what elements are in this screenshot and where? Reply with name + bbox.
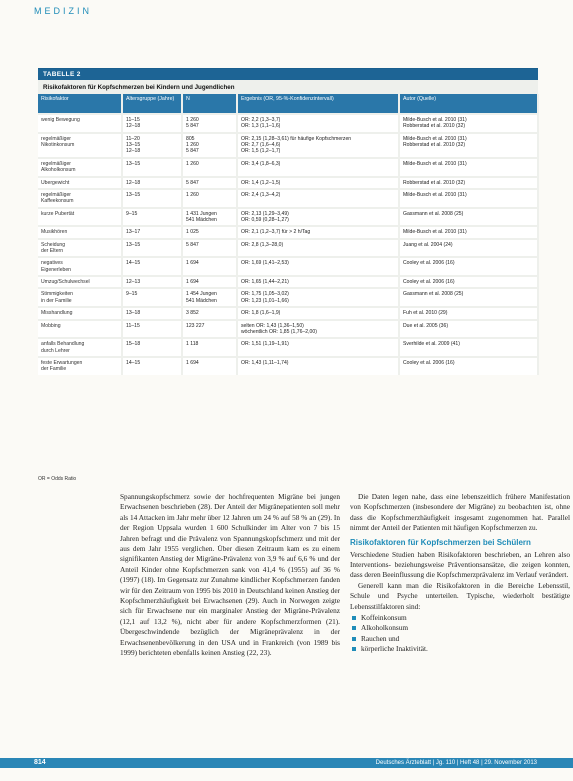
table-header-row: [38, 94, 538, 114]
cell-text: anfalls Behandlung: [41, 341, 85, 348]
cell-text: OR: 1,8 (1,6–1,9): [241, 310, 281, 317]
table-row: [38, 288, 538, 307]
page-number: 814: [34, 759, 46, 766]
cell-text: 12–18: [126, 123, 141, 130]
list-item: Alkoholkonsum: [350, 623, 570, 633]
cell-text: 1 431 Jungen: [186, 210, 217, 217]
table-cell: [237, 239, 399, 258]
table-cell: [122, 158, 182, 177]
cell-text: 3 852: [186, 310, 199, 317]
cell-text: 1 260: [186, 191, 199, 198]
table-grid: [38, 94, 539, 375]
table-cell: [122, 307, 182, 319]
cell-text: 123 227: [186, 322, 205, 329]
body-paragraph: Verschiedene Studien haben Risikofaktoren beschrieben, an Lehren also Interventions- beziehungsweise Präventionsansätze, die zeigen konnten, dass deren Beeinflussung die Kopfschmerzprävalenz im Verlauf verändert.: [350, 549, 570, 580]
table-cell: [182, 307, 237, 319]
cell-text: regelmäßiger: [41, 135, 72, 142]
cell-text: Milde-Busch et al. 2010 (31): [403, 117, 467, 123]
table-cell: [399, 177, 538, 189]
cell-text: Gassmann et al. 2008 (25): [403, 291, 464, 298]
table-cell: [237, 158, 399, 177]
cell-text: 9–15: [126, 210, 138, 217]
cell-text: 5 847: [186, 123, 199, 130]
cell-text: 13–15: [126, 160, 141, 167]
table-cell: [38, 177, 122, 189]
table-cell: [38, 276, 122, 288]
cell-text: Musikhören: [41, 229, 68, 236]
cell-text: 11–15: [126, 117, 140, 123]
cell-text: 1 260: [186, 160, 199, 167]
cell-text: 11–15: [126, 322, 140, 329]
table-cell: [122, 114, 182, 133]
table-row: [38, 177, 538, 189]
body-paragraph: Spannungskopfschmerz sowie der hochfrequenten Migräne bei jungen Erwachsenen beschrieben (28). Der Anteil der Migränepatienten soll mehr als 14 Attacken im Jahr mehr über 12 Jahren um 24 % auf 58 % an (29). In der Region Uppsala wurden 1 600 Schulkinder im Alter von 7 bis 15 Jahren befragt und die Prävalenz von Spannungskopfschmerz und mit der aus dem Jahr 1955 verglichen. Über diesen Zeitraum kam es zu einem signifikanten Anstieg der Migräne-Prävalenz von 3,9 % auf 6,6 % und der Anteil Kinder ohne Kopfschmerzen sank von 41,4 % (1955) auf 36 % (1997) (18). Im Gegensatz zur Zunahme kindlicher Kopfschmerzen fanden wir für den Zeitraum von 1995 bis 2010 in Deutschland keinen Anstieg der Kopfschmerzhäufigkeit bei Erwachsenen (29). Auch in Norwegen zeigte sich für Erwachsene nur ein marginaler Anstieg der Migräne-Prävalenz (12,1 auf 13,2 %), nicht aber für andere Kopfschmerzformen (21). Übergeschwindende bezüglich der Migräneprävalenz in der Erwachsenenbevölkerung in den USA und in Frankreich (von 1989 bis 1999) berichteten ebenfalls keinen Anstieg (22, 23).: [120, 492, 340, 658]
table-cell: [182, 338, 237, 357]
table-cell: [122, 189, 182, 208]
cell-text: 5 847: [186, 179, 199, 186]
cell-text: wöchentlich OR: 1,85 (1,76–2,00): [241, 328, 317, 335]
table-cell: [399, 307, 538, 319]
column-header: N: [182, 94, 237, 114]
cell-text: selten OR: 1,43 (1,36–1,50): [241, 322, 304, 329]
cell-text: Due et al. 2005 (36): [403, 322, 449, 329]
cell-text: wenig Bewegung: [41, 117, 80, 123]
cell-text: OR: 1,5 (1,2–1,7): [241, 148, 281, 155]
table-cell: [399, 189, 538, 208]
table-cell: [38, 307, 122, 319]
body-paragraph: Die Daten legen nahe, dass eine lebenszeitlich frühere Manifestation von Kopfschmerzen (insbesondere der Migräne) zu beobachten ist, ohne dass die Kopfschmerzhäufigkeit insgesamt zugenommen hat. Parallel nimmt der Anteil der Patienten mit häufigen Kopfschmerzen zu.: [350, 492, 570, 533]
column-header: Altersgruppe (Jahre): [122, 94, 182, 114]
table-label: TABELLE 2: [38, 69, 538, 80]
cell-text: Milde-Busch et al. 2010 (31): [403, 229, 467, 236]
cell-text: Stimmigkeiten: [41, 291, 73, 298]
table-cell: [122, 357, 182, 375]
table-cell: [399, 320, 538, 339]
list-item: Rauchen und: [350, 634, 570, 644]
cell-text: OR: 1,3 (1,1–1,6): [241, 123, 281, 130]
table-cell: [237, 288, 399, 307]
cell-text: Robberstad et al. 2010 (32): [403, 179, 466, 186]
table-row: [38, 226, 538, 238]
cell-text: Kaffeekonsum: [41, 198, 74, 205]
table-cell: [182, 189, 237, 208]
table-cell: [182, 257, 237, 276]
table-cell: [237, 257, 399, 276]
body-paragraph: Generell kann man die Risikofaktoren in die Bereiche Lebensstil, Schule und Psyche unterteilen. Typische, wiederholt bestätigte Lebensstilfaktoren sind:: [350, 580, 570, 611]
table-cell: [38, 226, 122, 238]
cell-text: 11–20: [126, 135, 140, 142]
table-cell: [122, 320, 182, 339]
cell-text: OR: 1,4 (1,2–1,5): [241, 179, 281, 186]
column-header: Ergebnis (OR, 95-%-Konfidenzintervall): [237, 94, 399, 114]
table-row: [38, 133, 538, 158]
cell-text: kurze Pubertät: [41, 210, 75, 217]
table-cell: [182, 357, 237, 375]
column-header: Autor (Quelle): [399, 94, 538, 114]
cell-text: der Familie: [41, 366, 67, 373]
cell-text: 5 847: [186, 241, 199, 248]
list-item: körperliche Inaktivität.: [350, 644, 570, 654]
table-cell: [182, 177, 237, 189]
table-cell: [399, 338, 538, 357]
cell-text: 13–18: [126, 310, 141, 317]
table-cell: [122, 257, 182, 276]
cell-text: 15–18: [126, 341, 141, 348]
table-footnote: OR = Odds Ratio: [38, 476, 77, 482]
cell-text: regelmäßiger: [41, 160, 72, 167]
table-cell: [38, 133, 122, 158]
cell-text: Nikotinkonsum: [41, 142, 75, 149]
cell-text: 13–15: [126, 142, 141, 149]
table-cell: [237, 338, 399, 357]
cell-text: OR: 2,4 (1,3–4,2): [241, 191, 281, 198]
cell-text: 541 Mädchen: [186, 216, 217, 223]
cell-text: OR: 0,59 (0,28–1,27): [241, 216, 289, 223]
table-cell: [122, 226, 182, 238]
cell-text: Fuh et al. 2010 (29): [403, 310, 448, 317]
table-row: [38, 276, 538, 288]
table-cell: [38, 239, 122, 258]
cell-text: 1 118: [186, 341, 199, 348]
table-row: [38, 208, 538, 227]
table-cell: [182, 320, 237, 339]
cell-text: Juang et al. 2004 (24): [403, 241, 453, 248]
cell-text: Milde-Busch et al. 2010 (31): [403, 135, 467, 142]
cell-text: OR: 1,23 (1,01–1,66): [241, 297, 289, 304]
table-cell: [122, 239, 182, 258]
cell-text: Umzug/Schulwechsel: [41, 279, 90, 286]
cell-text: OR: 1,65 (1,44–2,21): [241, 279, 289, 286]
table-row: [38, 114, 538, 133]
cell-text: feste Erwartungen: [41, 359, 83, 366]
table-cell: [399, 114, 538, 133]
cell-text: Robberstad et al. 2010 (32): [403, 123, 466, 130]
table-cell: [399, 158, 538, 177]
table-cell: [38, 189, 122, 208]
cell-text: 14–15: [126, 359, 141, 366]
table-title: Risikofaktoren für Kopfschmerzen bei Kindern und Jugendlichen: [43, 84, 235, 91]
cell-text: 805: [186, 135, 195, 142]
table-row: [38, 158, 538, 177]
table-cell: [237, 208, 399, 227]
table-cell: [237, 133, 399, 158]
table-cell: [182, 158, 237, 177]
table-cell: [182, 239, 237, 258]
cell-text: 13–15: [126, 241, 141, 248]
cell-text: 12–13: [126, 279, 141, 286]
cell-text: Cooley et al. 2006 (16): [403, 279, 455, 286]
cell-text: Milde-Busch et al. 2010 (31): [403, 160, 467, 167]
cell-text: 1 260: [186, 117, 199, 123]
cell-text: Misshandlung: [41, 310, 73, 317]
table-cell: [399, 208, 538, 227]
cell-text: in der Familie: [41, 297, 72, 304]
table-cell: [182, 114, 237, 133]
cell-text: OR: 2,13 (1,29–3,49): [241, 210, 289, 217]
table-row: [38, 189, 538, 208]
cell-text: negatives: [41, 260, 63, 267]
table-cell: [182, 288, 237, 307]
cell-text: 1 694: [186, 260, 199, 267]
table-cell: [399, 357, 538, 375]
cell-text: OR: 2,7 (1,6–4,6): [241, 142, 281, 149]
bullet-list: [350, 613, 570, 655]
table-row: [38, 239, 538, 258]
cell-text: Cooley et al. 2006 (16): [403, 260, 455, 267]
cell-text: Sverhilde et al. 2009 (41): [403, 341, 460, 348]
cell-text: durch Lehrer: [41, 347, 70, 354]
table-cell: [38, 357, 122, 375]
table-cell: [122, 288, 182, 307]
table-cell: [237, 189, 399, 208]
section-label: MEDIZIN: [34, 6, 92, 16]
table-cell: [237, 276, 399, 288]
table-cell: [237, 177, 399, 189]
cell-text: Robberstad et al. 2010 (32): [403, 142, 466, 149]
cell-text: OR: 1,43 (1,11–1,74): [241, 359, 289, 366]
cell-text: Übergewicht: [41, 179, 70, 186]
cell-text: 12–18: [126, 179, 141, 186]
section-heading: Risikofaktoren für Kopfschmerzen bei Schülern: [350, 537, 531, 547]
table-cell: [122, 133, 182, 158]
table-cell: [38, 257, 122, 276]
table-row: [38, 338, 538, 357]
table-cell: [122, 276, 182, 288]
cell-text: OR: 2,15 (1,28–3,61) für häufige Kopfschmerzen: [241, 135, 352, 142]
cell-text: 13–15: [126, 191, 141, 198]
table-row: [38, 307, 538, 319]
table-cell: [399, 276, 538, 288]
cell-text: 9–15: [126, 291, 138, 298]
journal-citation: Deutsches Ärzteblatt | Jg. 110 | Heft 48 | 29. November 2013: [375, 760, 537, 766]
cell-text: 541 Mädchen: [186, 297, 217, 304]
cell-text: OR: 3,4 (1,8–6,3): [241, 160, 281, 167]
table-cell: [182, 226, 237, 238]
cell-text: 1 025: [186, 229, 199, 236]
cell-text: Mobbing: [41, 322, 61, 329]
table-cell: [38, 114, 122, 133]
cell-text: Milde-Busch et al. 2010 (31): [403, 191, 467, 198]
cell-text: regelmäßiger: [41, 191, 72, 198]
table-cell: [182, 208, 237, 227]
table-cell: [399, 226, 538, 238]
table-cell: [237, 226, 399, 238]
cell-text: 5 847: [186, 148, 199, 155]
table-cell: [237, 357, 399, 375]
cell-text: OR: 2,1 (1,2–3,7) für > 2 h/Tag: [241, 229, 311, 236]
table-cell: [237, 320, 399, 339]
article-column-right: [350, 492, 570, 655]
cell-text: 12–18: [126, 148, 141, 155]
cell-text: Scheidung: [41, 241, 66, 248]
cell-text: OR: 1,75 (1,05–3,02): [241, 291, 289, 298]
cell-text: Cooley et al. 2006 (16): [403, 359, 455, 366]
article-column-left: [120, 492, 340, 659]
table-cell: [122, 177, 182, 189]
table-cell: [399, 257, 538, 276]
table-row: [38, 357, 538, 375]
cell-text: OR: 2,2 (1,3–3,7): [241, 117, 281, 123]
cell-text: 1 260: [186, 142, 199, 149]
list-item: Koffeinkonsum: [350, 613, 570, 623]
table-cell: [399, 133, 538, 158]
table-cell: [38, 320, 122, 339]
cell-text: 13–17: [126, 229, 141, 236]
risk-factor-table: [38, 68, 538, 375]
table-body: [38, 114, 538, 375]
table-cell: [399, 288, 538, 307]
table-cell: [122, 208, 182, 227]
table-cell: [38, 158, 122, 177]
column-header: Risikofaktor: [38, 94, 122, 114]
table-cell: [38, 288, 122, 307]
table-row: [38, 257, 538, 276]
cell-text: 1 694: [186, 279, 199, 286]
cell-text: 14–15: [126, 260, 141, 267]
table-row: [38, 320, 538, 339]
cell-text: Alkoholkonsum: [41, 167, 76, 174]
table-cell: [182, 133, 237, 158]
cell-text: OR: 1,51 (1,19–1,91): [241, 341, 289, 348]
table-cell: [182, 276, 237, 288]
cell-text: 1 454 Jungen: [186, 291, 217, 298]
table-cell: [122, 338, 182, 357]
cell-text: OR: 2,8 (1,3–28,0): [241, 241, 284, 248]
table-cell: [237, 114, 399, 133]
table-cell: [38, 208, 122, 227]
cell-text: Eigenerleben: [41, 266, 72, 273]
cell-text: Gassmann et al. 2008 (25): [403, 210, 464, 217]
cell-text: OR: 1,69 (1,41–2,53): [241, 260, 289, 267]
table-cell: [237, 307, 399, 319]
cell-text: der Eltern: [41, 248, 64, 255]
table-cell: [399, 239, 538, 258]
cell-text: 1 694: [186, 359, 199, 366]
table-cell: [38, 338, 122, 357]
